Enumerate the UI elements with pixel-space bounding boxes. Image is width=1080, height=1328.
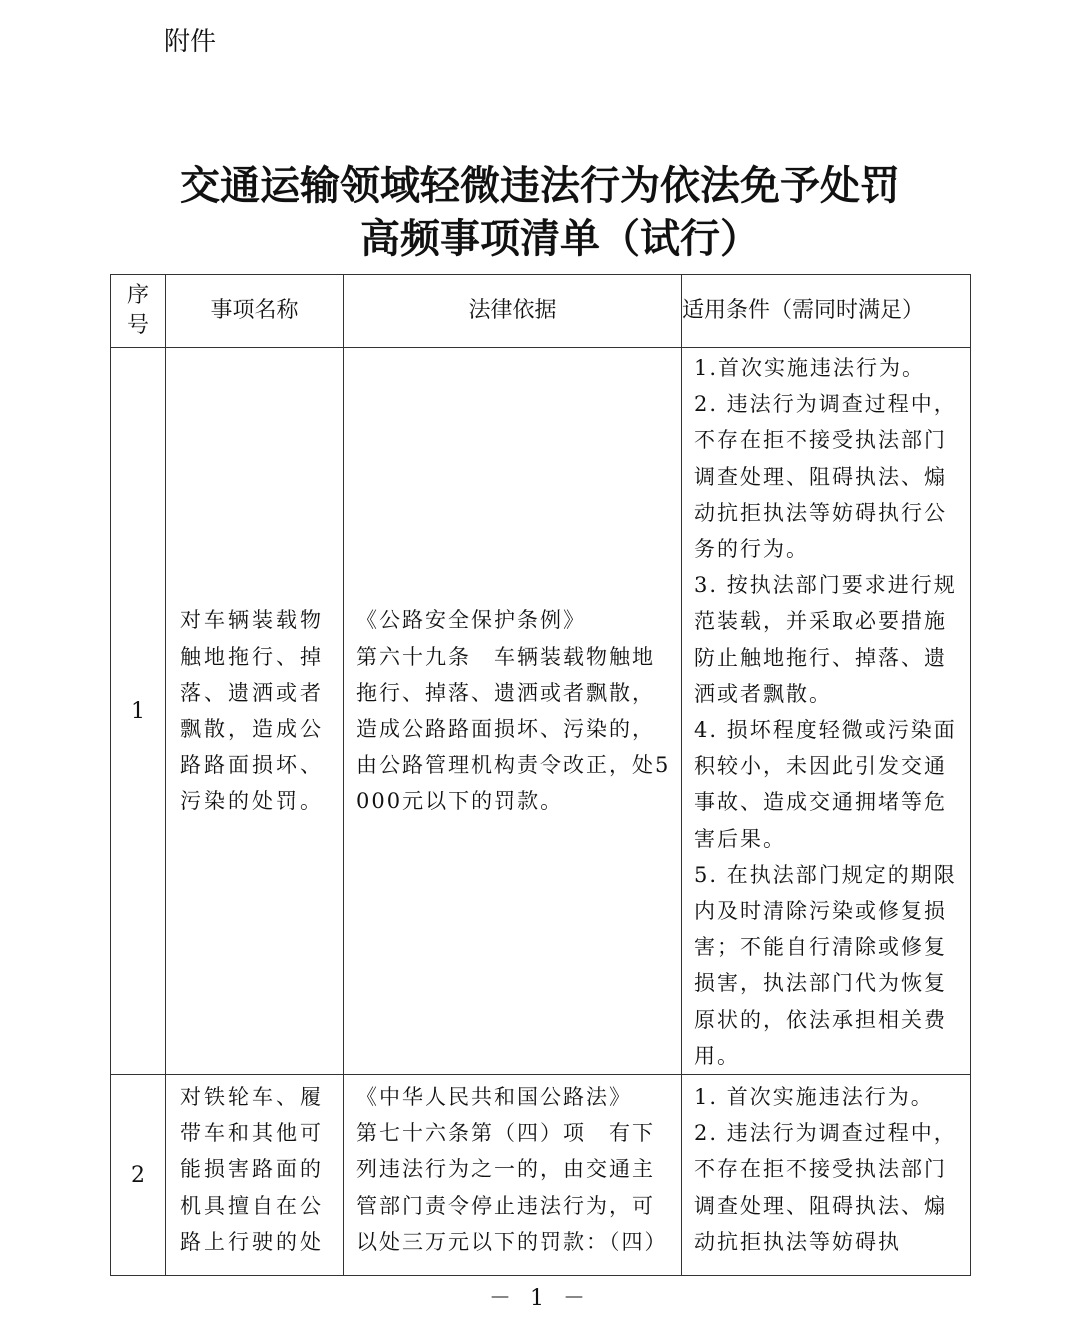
legal-basis-title: 《中华人民共和国公路法》 — [356, 1085, 632, 1110]
condition-item: 1.首次实施违法行为。 — [694, 356, 926, 380]
title-line-1: 交通运输领域轻微违法行为依法免予处罚 — [180, 163, 900, 209]
table-row — [111, 1075, 971, 1276]
items-table — [110, 274, 971, 1276]
row-conditions — [682, 348, 971, 1075]
header-conditions: 适用条件（需同时满足） — [682, 275, 971, 348]
row-conditions — [682, 1075, 971, 1276]
header-seq-line1: 序 — [126, 283, 149, 308]
condition-item: 2. 违法行为调查过程中，不存在拒不接受执法部门调查处理、阻碍执法、煽动抗拒执法等妨碍执行公务的行为。 — [694, 392, 957, 562]
header-name: 事项名称 — [166, 275, 344, 348]
table-row — [111, 348, 971, 1075]
row-item-name — [166, 1075, 344, 1276]
header-seq-line2: 号 — [126, 313, 149, 338]
table-header-row — [111, 275, 971, 348]
header-seq — [111, 275, 166, 348]
title-line-2: 高频事项清单（试行） — [360, 216, 760, 262]
condition-item: 2. 违法行为调查过程中，不存在拒不接受执法部门调查处理、阻碍执法、煽动抗拒执法等妨碍执 — [694, 1121, 957, 1254]
row-seq: 2 — [111, 1075, 166, 1276]
row-legal-basis — [344, 1075, 682, 1276]
condition-item: 5. 在执法部门规定的期限内及时清除污染或修复损害；不能自行清除或修复损害，执法部门代为恢复原状的，依法承担相关费用。 — [694, 862, 957, 1068]
legal-basis-text: 第七十六条第（四）项 有下列违法行为之一的，由交通主管部门责令停止违法行为，可以处三万元以下的罚款：（四） — [356, 1121, 668, 1254]
item-name-text: 对车辆装载物触地拖行、掉落、遗洒或者飘散，造成公路路面损坏、污染的处罚。 — [180, 608, 324, 814]
header-basis: 法律依据 — [344, 275, 682, 348]
condition-item: 4. 损坏程度轻微或污染面积较小，未因此引发交通事故、造成交通拥堵等危害后果。 — [694, 718, 957, 851]
attachment-label: 附件 — [164, 27, 217, 57]
row-legal-basis — [344, 348, 682, 1075]
page-number: － 1 － — [489, 1286, 591, 1311]
row-item-name — [166, 348, 344, 1075]
condition-item: 1. 首次实施违法行为。 — [694, 1085, 934, 1110]
legal-basis-title: 《公路安全保护条例》 — [356, 608, 586, 633]
condition-item: 3. 按执法部门要求进行规范装载，并采取必要措施防止触地拖行、掉落、遗洒或者飘散。 — [694, 573, 957, 706]
legal-basis-text: 第六十九条 车辆装载物触地拖行、掉落、遗洒或者飘散，造成公路路面损坏、污染的，由公路管理机构责令改正，处5000元以下的罚款。 — [356, 644, 671, 814]
row-seq: 1 — [111, 348, 166, 1075]
item-name-text: 对铁轮车、履带车和其他可能损害路面的机具擅自在公路上行驶的处 — [180, 1085, 324, 1254]
